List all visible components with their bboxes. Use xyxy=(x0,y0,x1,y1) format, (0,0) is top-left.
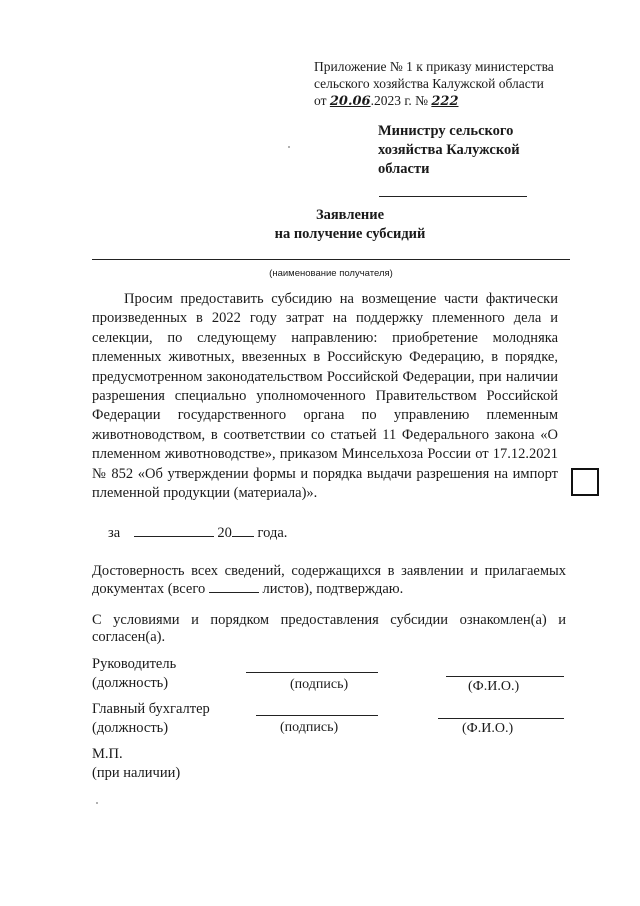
sheets-count-blank[interactable] xyxy=(209,580,259,593)
accountant-signature-caption: (подпись) xyxy=(280,720,339,735)
addressee-block xyxy=(378,122,558,179)
mark-checkbox[interactable] xyxy=(571,468,599,496)
head-position-caption: (должность) xyxy=(92,675,169,691)
accountant-signature-line[interactable] xyxy=(256,715,378,716)
appendix-line-2: сельского хозяйства Калужской области xyxy=(314,76,544,91)
reliability-paragraph xyxy=(92,563,566,598)
period-line xyxy=(108,524,287,542)
appendix-header xyxy=(314,58,574,110)
period-suffix: года. xyxy=(257,525,288,541)
head-signature-line[interactable] xyxy=(246,672,378,673)
appendix-date-middle: .2023 г. № xyxy=(370,93,428,108)
handwritten-date: 20.06 xyxy=(329,94,371,109)
head-name-line[interactable] xyxy=(446,676,564,677)
recipient-name-line xyxy=(92,259,570,260)
conditions-paragraph: С условиями и порядком предоставления субсидии ознакомлен(а) и согласен(а). xyxy=(92,612,566,645)
period-year-prefix: 20 xyxy=(217,525,232,541)
seal-block xyxy=(92,745,180,783)
addressee-line-1: Министру сельского xyxy=(378,123,514,139)
year-blank[interactable] xyxy=(232,524,254,537)
addressee-line-3: области xyxy=(378,161,430,177)
appendix-line-1: Приложение № 1 к приказу министерства xyxy=(314,59,554,74)
document-subtitle: на получение субсидий xyxy=(274,226,426,242)
seal-caption: (при наличии) xyxy=(92,765,181,781)
reliability-text-2: листов), подтверждаю. xyxy=(262,581,404,597)
seal-label: М.П. xyxy=(92,746,123,762)
addressee-signature-line xyxy=(379,196,527,197)
head-signature-caption: (подпись) xyxy=(290,677,349,692)
handwritten-number: 222 xyxy=(431,94,459,109)
accountant-title: Главный бухгалтер xyxy=(92,701,210,717)
request-paragraph: Просим предоставить субсидию на возмещение части фактически произведенных в 2022 году затрат на поддержку племенного дела и селекции, по следующему направлению: приобретение молодняка племенных животных, ввезенных в Российскую Федерацию, в порядке, предусмотренном законодательством Российской Федерации, при наличии разрешения специально уполномоченного Правительством Российской Федерации государственного органа по управлению племенным животноводством, в соответствии со статьей 11 Федерального закона «О племенном животноводстве», приказом Минсельхоза России от 17.12.2021 № 852 «Об утверждении формы и порядка выдачи разрешения на импорт племенной продукции (материала)». xyxy=(92,291,558,502)
head-title: Руководитель xyxy=(92,656,177,672)
scan-speck xyxy=(96,802,98,804)
head-signature-label xyxy=(92,655,176,693)
addressee-line-2: хозяйства Калужской xyxy=(378,142,520,158)
recipient-caption: (наименование получателя) xyxy=(269,268,393,279)
accountant-name-line[interactable] xyxy=(438,718,564,719)
scan-speck xyxy=(288,146,290,148)
period-blank[interactable] xyxy=(134,524,214,537)
accountant-name-caption: (Ф.И.О.) xyxy=(462,721,514,736)
accountant-position-caption: (должность) xyxy=(92,720,169,736)
period-prefix: за xyxy=(108,525,121,541)
appendix-date-line xyxy=(314,92,574,110)
accountant-signature-label xyxy=(92,700,210,738)
document-title: Заявление xyxy=(315,207,385,223)
reliability-text-1: Достоверность всех сведений, содержащихся в заявлении и прилагаемых документах (всего xyxy=(92,563,566,597)
appendix-date-prefix: от xyxy=(314,93,327,108)
head-name-caption: (Ф.И.О.) xyxy=(468,679,520,694)
